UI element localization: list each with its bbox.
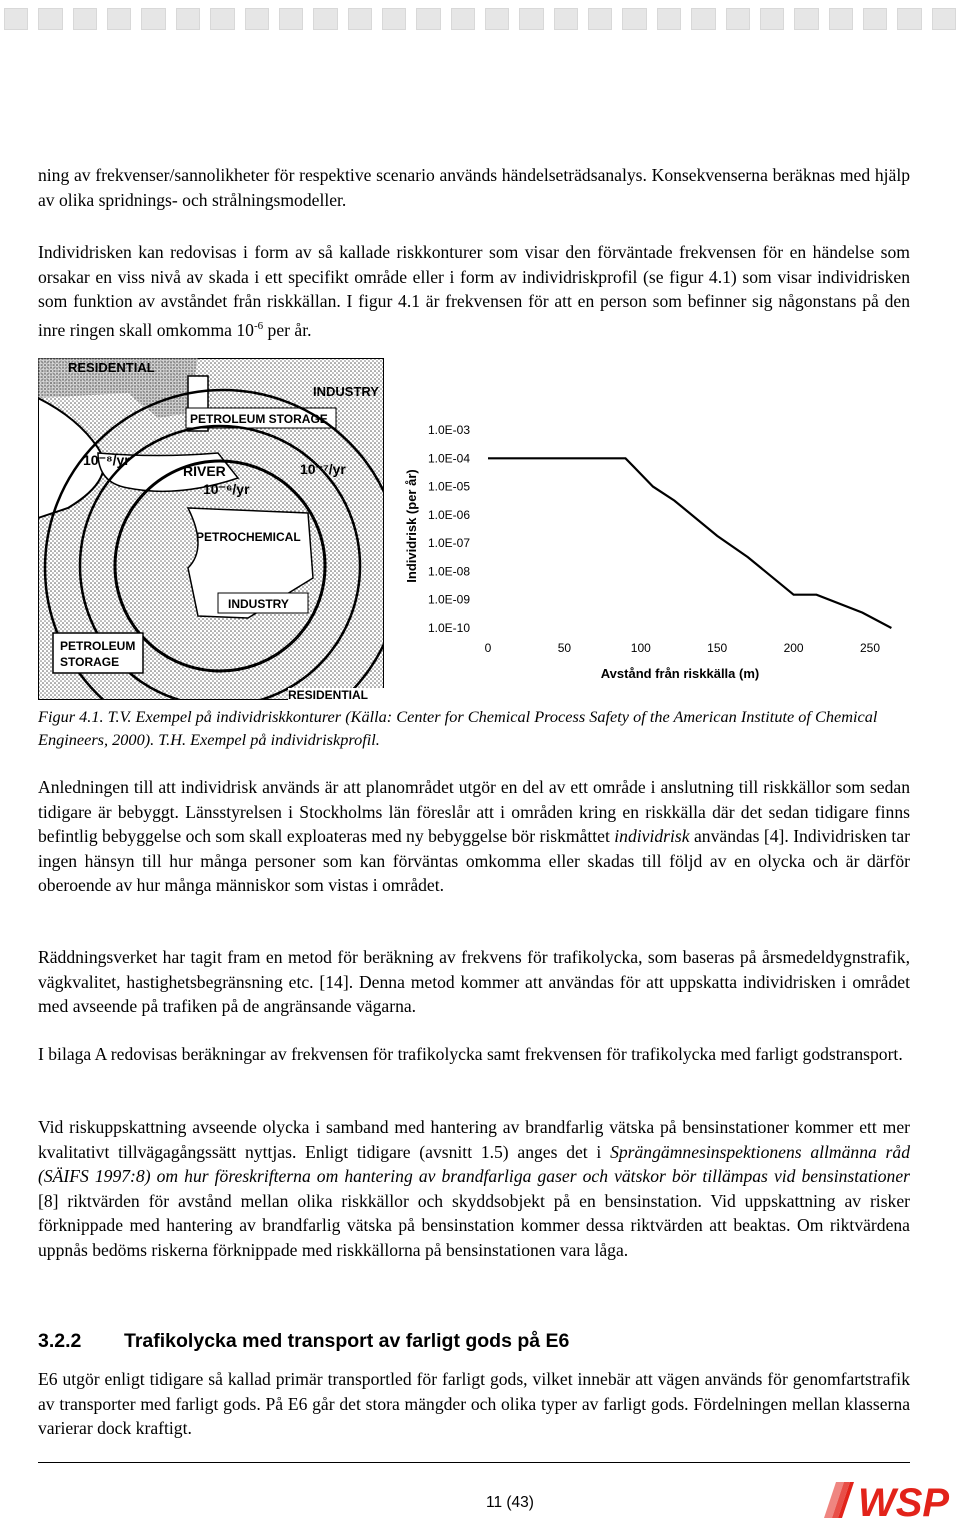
chart-y-tick-label: 1.0E-07 bbox=[428, 536, 471, 551]
chart-y-tick-label: 1.0E-08 bbox=[428, 564, 471, 579]
section-title: Trafikolycka med transport av farligt gods på E6 bbox=[124, 1330, 570, 1352]
thumbnail[interactable] bbox=[554, 8, 578, 30]
thumbnail[interactable] bbox=[382, 8, 406, 30]
thumbnail[interactable] bbox=[176, 8, 200, 30]
section-number: 3.2.2 bbox=[38, 1330, 82, 1352]
label-petrochemical: PETROCHEMICAL bbox=[196, 530, 301, 544]
chart-y-tick-label: 1.0E-06 bbox=[428, 507, 471, 522]
thumbnail[interactable] bbox=[38, 8, 62, 30]
risk-profile-chart bbox=[386, 404, 896, 700]
label-storage-bottom: STORAGE bbox=[60, 655, 120, 669]
label-petroleum-bottom: PETROLEUM bbox=[60, 639, 136, 653]
chart-x-tick-label: 100 bbox=[630, 641, 651, 655]
thumbnail[interactable] bbox=[416, 8, 440, 30]
wsp-logo bbox=[822, 1478, 958, 1524]
paragraph-raddningsverket: Räddningsverket har tagit fram en metod för beräkning av frekvens för trafikolycka, som baseras på årsmedeldygnstrafik, vägkvalitet, hastighetsbegränsning etc. [14]. Denna metod kommer att användas för att uppskatta individrisken i området med avseende på trafiken på de angränsande vägarna. bbox=[38, 947, 910, 1016]
label-risk-left: 10⁻⁸/yr bbox=[83, 452, 130, 468]
chart-x-tick-label: 200 bbox=[783, 641, 804, 655]
thumbnail[interactable] bbox=[897, 8, 921, 30]
thumbnail[interactable] bbox=[863, 8, 887, 30]
thumbnail[interactable] bbox=[588, 8, 612, 30]
chart-y-axis-label: Individrisk (per år) bbox=[404, 469, 419, 583]
paragraph-emphasis: Sprängämnesinspektionens allmänna råd (SÄIFS 1997:8) om hur föreskrifterna om hantering av brandfarliga gaser och vätskor bör tillämpas vid bensinstationer bbox=[38, 1141, 910, 1186]
logo-text: WSP bbox=[858, 1481, 950, 1524]
label-petroleum-storage: PETROLEUM STORAGE bbox=[190, 412, 328, 426]
thumbnail[interactable] bbox=[622, 8, 646, 30]
chart-y-tick-label: 1.0E-05 bbox=[428, 479, 471, 494]
risk-contour-map bbox=[38, 358, 384, 700]
paragraph-individrisk bbox=[38, 240, 910, 342]
section-heading bbox=[38, 1330, 569, 1353]
thumbnail[interactable] bbox=[348, 8, 372, 30]
chart-y-tick-label: 1.0E-10 bbox=[428, 621, 471, 635]
chart-x-tick-label: 150 bbox=[707, 641, 728, 655]
paragraph-anledningen bbox=[38, 775, 910, 898]
chart-series-line bbox=[488, 458, 891, 628]
thumbnail[interactable] bbox=[932, 8, 956, 30]
paragraph-text: Individrisken kan redovisas i form av så kallade riskkonturer som visar den förväntade frekvensen för en händelse som orsakar en viss nivå av skada i ett specifikt område eller i form av individriskprofil (se figur 4.1) som visar individrisken som funktion av avståndet från riskkällan. I figur 4.1 är frekvensen för att en person som befinner sig någonstans på den inre ringen skall omkomma 10 bbox=[38, 242, 910, 340]
label-risk-center: 10⁻⁶/yr bbox=[203, 481, 250, 497]
thumbnail[interactable] bbox=[760, 8, 784, 30]
label-industry-bottom: INDUSTRY bbox=[228, 597, 289, 611]
chart-y-tick-label: 1.0E-09 bbox=[428, 592, 471, 607]
label-residential-top: RESIDENTIAL bbox=[68, 360, 155, 375]
thumbnail[interactable] bbox=[4, 8, 28, 30]
paragraph-text: användas [4]. Individrisken tar ingen hänsyn till hur många personer som kan förväntas omkomma eller skadas till följd av en olycka och är därför oberoende av hur många människor som vistas i området. bbox=[38, 826, 910, 895]
thumbnail[interactable] bbox=[313, 8, 337, 30]
label-river: RIVER bbox=[183, 463, 226, 479]
chart-x-tick-label: 250 bbox=[859, 641, 881, 655]
chart-x-tick-label: 0 bbox=[484, 641, 492, 655]
label-industry-top: INDUSTRY bbox=[313, 384, 379, 399]
thumbnail[interactable] bbox=[210, 8, 234, 30]
thumbnail[interactable] bbox=[107, 8, 131, 30]
label-risk-right: 10⁻⁷/yr bbox=[300, 461, 346, 477]
thumbnail[interactable] bbox=[451, 8, 475, 30]
chart-x-tick-label: 50 bbox=[557, 641, 572, 655]
paragraph-e6: E6 utgör enligt tidigare så kallad primär transportled för farligt gods, vilket innebär att vägen används för genomfartstrafik av transporter med farligt gods. På E6 går det stora mängder och olika typer av farligt gods. Fördelningen mellan klasserna varierar dock kraftigt. bbox=[38, 1369, 910, 1438]
chart-y-tick-label: 1.0E-04 bbox=[428, 451, 471, 466]
thumbnail[interactable] bbox=[485, 8, 509, 30]
thumbnail[interactable] bbox=[279, 8, 303, 30]
thumbnail-strip bbox=[4, 8, 956, 30]
thumbnail[interactable] bbox=[519, 8, 543, 30]
paragraph-bilaga: I bilaga A redovisas beräkningar av frekvensen för trafikolycka samt frekvensen för trafikolycka med farligt godstransport. bbox=[38, 1044, 903, 1064]
thumbnail[interactable] bbox=[691, 8, 715, 30]
paragraph-riskuppskattning bbox=[38, 1115, 910, 1262]
thumbnail[interactable] bbox=[829, 8, 853, 30]
thumbnail[interactable] bbox=[657, 8, 681, 30]
thumbnail[interactable] bbox=[141, 8, 165, 30]
paragraph-text: Anledningen till att individrisk används är att planområdet utgör en del av ett område i anslutning till riskkällor som sedan tidigare är bebyggt. Länsstyrelsen i Stockholms län föreslår att i områden kring en riskkälla där det sedan tidigare finns befintlig bebyggelse och som skall exploateras med ny bebyggelse bör riskmåttet bbox=[38, 777, 910, 846]
paragraph-text: [8] riktvärden för avstånd mellan olika riskkällor och skyddsobjekt på en bensinstation. Vid uppskattning av risker förknippade med hantering av brandfarlig vätska på bensinstation kommer dessa riktvärden att beaktas. Om riktvärdena uppnås bedöms riskerna förknippade med riskkällorna på bensinstationen vara låga. bbox=[38, 1190, 910, 1260]
figure-caption: Figur 4.1. T.V. Exempel på individriskkonturer (Källa: Center for Chemical Process Safety of the American Institute of Chemical Engineers, 2000). T.H. Exempel på individriskprofil. bbox=[38, 707, 878, 749]
thumbnail[interactable] bbox=[794, 8, 818, 30]
label-residential-bottom: RESIDENTIAL bbox=[288, 688, 369, 700]
footer-divider bbox=[38, 1462, 910, 1463]
chart-y-tick-label: 1.0E-03 bbox=[428, 423, 471, 437]
thumbnail[interactable] bbox=[73, 8, 97, 30]
exponent: -6 bbox=[253, 319, 264, 332]
thumbnail[interactable] bbox=[726, 8, 750, 30]
paragraph-text: per år. bbox=[263, 319, 312, 340]
chart-x-axis-label: Avstånd från riskkälla (m) bbox=[600, 666, 760, 681]
paragraph-text: Vid riskuppskattning avseende olycka i samband med hantering av brandfarlig vätska på bensinstationer kommer ett mer kvalitativt tillvägagångssätt nyttjas. Enligt tidigare (avsnitt 1.5) anges det i bbox=[38, 1117, 910, 1162]
paragraph-emphasis: individrisk bbox=[614, 826, 690, 846]
paragraph-intro: ning av frekvenser/sannolikheter för respektive scenario används händelseträdsanalys. Konsekvenserna beräknas med hjälp av olika spridnings- och strålningsmodeller. bbox=[38, 165, 910, 210]
page-number: 11 (43) bbox=[486, 1494, 534, 1511]
thumbnail[interactable] bbox=[245, 8, 269, 30]
